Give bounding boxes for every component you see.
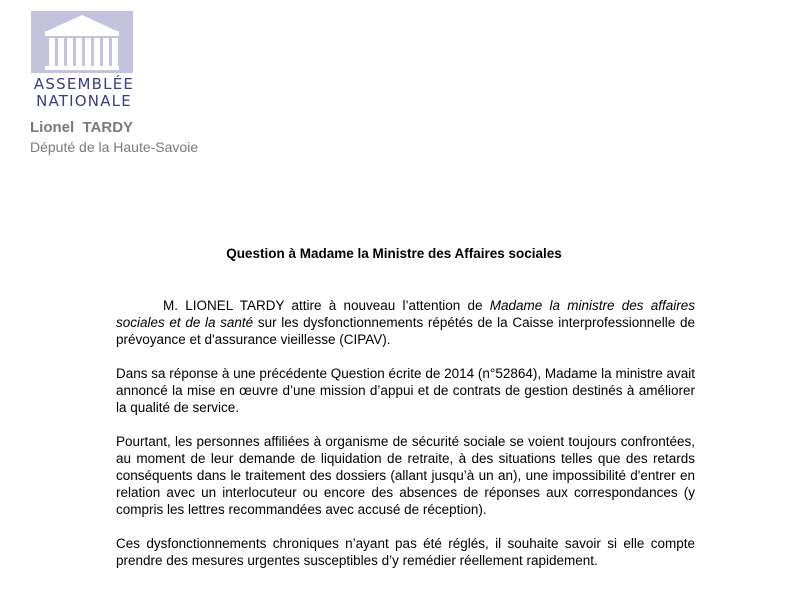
document-title: Question à Madame la Ministre des Affaires sociales xyxy=(226,246,562,261)
deputy-name: Lionel TARDY xyxy=(30,119,134,136)
paragraph-intro xyxy=(116,297,695,348)
logo-text-line1: ASSEMBLÉE xyxy=(33,75,135,93)
paragraph-request: Ces dysfonctionnements chroniques n’ayant pas été réglés, il souhaite savoir si elle compte prendre des mesures urgentes susceptibles d’y remédier réellement rapidement. xyxy=(116,536,695,568)
paragraph-problems: Pourtant, les personnes affiliées à organisme de sécurité sociale se voient toujours confrontées, au moment de leur demande de liquidation de retraite, à des situations telles que des retards conséquents dans le traitement des dossiers (allant jusqu’à un an), une impossibilité d'entrer en relation avec un interlocuteur ou encore des absences de réponses aux correspondances (y compris les lettres recommandées avec accusé de réception). xyxy=(116,434,695,517)
paragraph-intro-start: M. LIONEL TARDY attire à nouveau l’attention de xyxy=(163,298,490,313)
paragraph-previous-answer: Dans sa réponse à une précédente Question écrite de 2014 (n°52864), Madame la ministre avait annoncé la mise en œuvre d’une mission d’appui et de contrats de gestion destinés à améliorer la qualité de service. xyxy=(116,366,695,415)
question-body xyxy=(116,297,695,586)
logo-text-line2: NATIONALE xyxy=(36,92,132,110)
deputy-role: Député de la Haute-Savoie xyxy=(30,139,199,155)
paragraph-intro-end: sur les dysfonctionnements répétés de la Caisse interprofessionnelle de prévoyance et d'assurance vieillesse (CIPAV). xyxy=(116,315,695,347)
assemblee-nationale-logo xyxy=(28,8,140,110)
hemicycle-emblem-icon xyxy=(31,11,133,73)
minister-title-italic: Madame la ministre des affaires sociales et de la santé xyxy=(116,298,695,330)
